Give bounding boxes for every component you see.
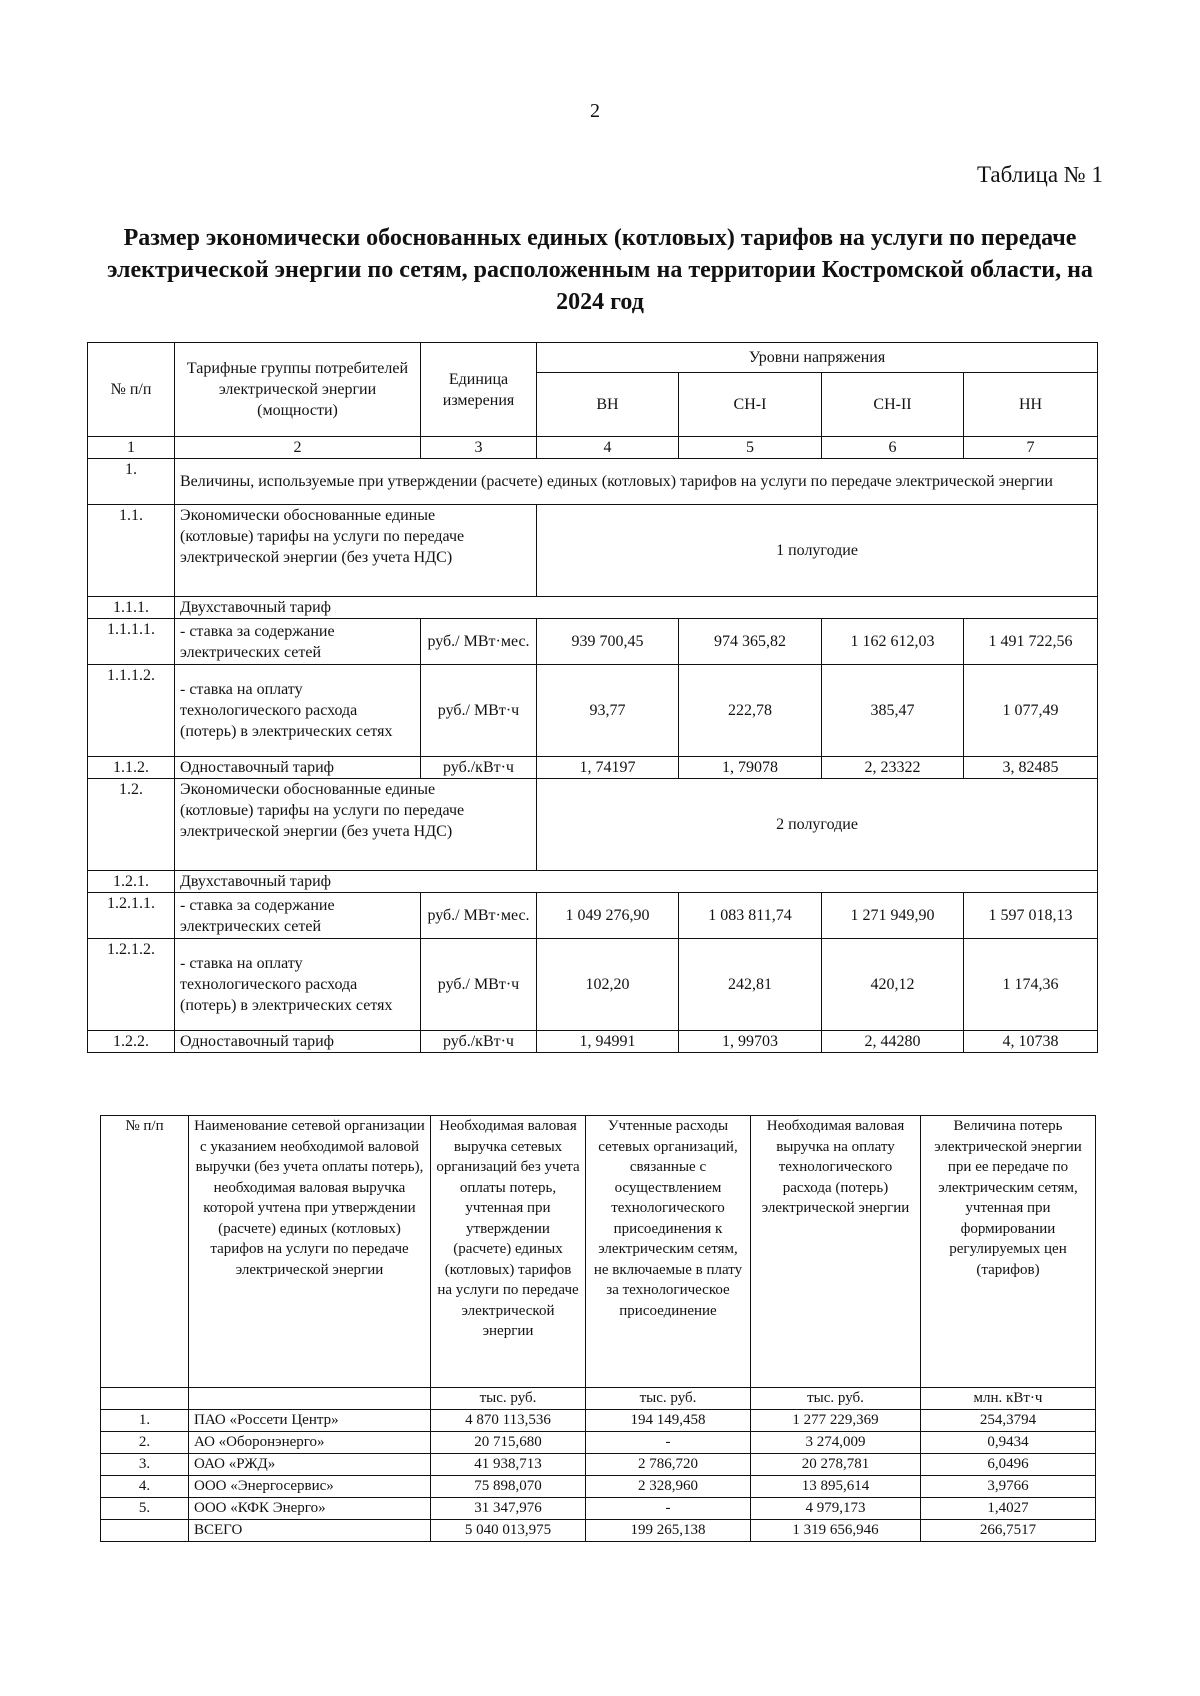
losses-volume-cell: 254,3794 xyxy=(921,1410,1096,1432)
header-nn: НН xyxy=(964,373,1098,437)
connection-cell: 194 149,458 xyxy=(586,1410,751,1432)
total-empty-cell xyxy=(101,1520,189,1542)
col-number: 7 xyxy=(964,437,1098,459)
revenue-cell: 4 870 113,536 xyxy=(431,1410,586,1432)
revenue-cell: 20 715,680 xyxy=(431,1432,586,1454)
row-num: 1.2.1.1. xyxy=(88,893,175,939)
value-cell: 3, 82485 xyxy=(964,757,1098,779)
value-cell: 1 077,49 xyxy=(964,665,1098,757)
document-title: Размер экономически обоснованных единых (котловых) тарифов на услуги по передаче электрической энергии по сетям, расположенным на территории Костромской области, на 2024 год xyxy=(107,225,1093,315)
table-row xyxy=(88,893,1098,939)
period-row xyxy=(88,505,1098,597)
value-cell: 1, 99703 xyxy=(679,1031,822,1053)
row-num: 1. xyxy=(101,1410,189,1432)
losses-revenue-cell: 1 319 656,946 xyxy=(751,1520,921,1542)
header-levels: Уровни напряжения xyxy=(537,343,1098,373)
row-num: 3. xyxy=(101,1454,189,1476)
header-groups: Тарифные группы потребителей электрической энергии (мощности) xyxy=(175,343,421,437)
value-cell: 1 083 811,74 xyxy=(679,893,822,939)
period-description: Экономически обоснованные единые (котловые) тарифы на услуги по передаче электрической энергии (без учета НДС) xyxy=(175,779,537,871)
connection-cell: 199 265,138 xyxy=(586,1520,751,1542)
row-num: 1.1.2. xyxy=(88,757,175,779)
row-label: Одноставочный тариф xyxy=(175,757,421,779)
row-label: - ставка за содержание электрических сетей xyxy=(175,619,421,665)
row-num: 1.1.1. xyxy=(88,597,175,619)
header-num: № п/п xyxy=(101,1116,189,1388)
organization-name: ООО «КФК Энерго» xyxy=(189,1498,431,1520)
header-unit: Единица измерения xyxy=(421,343,537,437)
losses-volume-cell: 266,7517 xyxy=(921,1520,1096,1542)
row-label: Двухставочный тариф xyxy=(175,597,1098,619)
header-name: Наименование сетевой организации с указанием необходимой валовой выручки (без учета оплаты потерь), необходимая валовая выручка которой учтена при утверждении (расчете) единых (котловых) тарифов на услуги по передаче электрической энергии xyxy=(189,1116,431,1388)
row-label: Двухставочный тариф xyxy=(175,871,1098,893)
total-label: ВСЕГО xyxy=(189,1520,431,1542)
revenue-cell: 75 898,070 xyxy=(431,1476,586,1498)
value-cell: 974 365,82 xyxy=(679,619,822,665)
losses-revenue-cell: 1 277 229,369 xyxy=(751,1410,921,1432)
page-number: 2 xyxy=(590,100,600,122)
value-cell: 4, 10738 xyxy=(964,1031,1098,1053)
connection-cell: 2 786,720 xyxy=(586,1454,751,1476)
row-num: 1.1. xyxy=(88,505,175,597)
col-number: 2 xyxy=(175,437,421,459)
row-num: 1.2.1.2. xyxy=(88,939,175,1031)
units-empty-cell xyxy=(189,1388,431,1410)
period-label: 2 полугодие xyxy=(537,779,1098,871)
value-cell: 222,78 xyxy=(679,665,822,757)
col-number: 3 xyxy=(421,437,537,459)
row-label: Одноставочный тариф xyxy=(175,1031,421,1053)
row-num: 1.1.1.2. xyxy=(88,665,175,757)
row-label: - ставка на оплату технологического расхода (потерь) в электрических сетях xyxy=(175,665,421,757)
value-cell: 1 049 276,90 xyxy=(537,893,679,939)
value-cell: 420,12 xyxy=(822,939,964,1031)
unit-cell: тыс. руб. xyxy=(751,1388,921,1410)
table-row xyxy=(88,757,1098,779)
revenue-cell: 41 938,713 xyxy=(431,1454,586,1476)
header-sn2: СН-II xyxy=(822,373,964,437)
row-num: 1.2. xyxy=(88,779,175,871)
network-organizations-table xyxy=(100,1115,1096,1542)
col-number: 4 xyxy=(537,437,679,459)
table-row xyxy=(88,1031,1098,1053)
column-number-row xyxy=(88,437,1098,459)
value-cell: 2, 44280 xyxy=(822,1031,964,1053)
table-row xyxy=(88,665,1098,757)
connection-cell: - xyxy=(586,1498,751,1520)
value-cell: 1 162 612,03 xyxy=(822,619,964,665)
losses-revenue-cell: 3 274,009 xyxy=(751,1432,921,1454)
row-unit: руб./кВт·ч xyxy=(421,1031,537,1053)
table-row xyxy=(88,619,1098,665)
organization-name: ПАО «Россети Центр» xyxy=(189,1410,431,1432)
header-connection: Учтенные расходы сетевых организаций, связанные с осуществлением технологического присоединения к электрическим сетям, не включаемые в плату за технологическое присоединение xyxy=(586,1116,751,1388)
units-empty-cell xyxy=(101,1388,189,1410)
value-cell: 1, 94991 xyxy=(537,1031,679,1053)
col-number: 1 xyxy=(88,437,175,459)
period-description: Экономически обоснованные единые (котловые) тарифы на услуги по передаче электрической энергии (без учета НДС) xyxy=(175,505,537,597)
value-cell: 939 700,45 xyxy=(537,619,679,665)
period-label: 1 полугодие xyxy=(537,505,1098,597)
losses-volume-cell: 1,4027 xyxy=(921,1498,1096,1520)
header-sn1: СН-I xyxy=(679,373,822,437)
table-row xyxy=(101,1410,1096,1432)
table-row xyxy=(88,939,1098,1031)
organization-name: ООО «Энергосервис» xyxy=(189,1476,431,1498)
row-num: 1.1.1.1. xyxy=(88,619,175,665)
value-cell: 1, 79078 xyxy=(679,757,822,779)
value-cell: 2, 23322 xyxy=(822,757,964,779)
table-row xyxy=(101,1454,1096,1476)
row-unit: руб./ МВт·мес. xyxy=(421,619,537,665)
col-number: 5 xyxy=(679,437,822,459)
row-label: - ставка за содержание электрических сетей xyxy=(175,893,421,939)
row-num: 1. xyxy=(88,459,175,505)
row-num: 4. xyxy=(101,1476,189,1498)
organization-name: АО «Оборонэнерго» xyxy=(189,1432,431,1454)
revenue-cell: 31 347,976 xyxy=(431,1498,586,1520)
unit-cell: тыс. руб. xyxy=(586,1388,751,1410)
tariff-table xyxy=(87,342,1098,1053)
losses-volume-cell: 3,9766 xyxy=(921,1476,1096,1498)
value-cell: 1, 74197 xyxy=(537,757,679,779)
col-number: 6 xyxy=(822,437,964,459)
header-vn: ВН xyxy=(537,373,679,437)
value-cell: 1 597 018,13 xyxy=(964,893,1098,939)
losses-revenue-cell: 20 278,781 xyxy=(751,1454,921,1476)
table-row xyxy=(101,1476,1096,1498)
units-row xyxy=(101,1388,1096,1410)
unit-cell: тыс. руб. xyxy=(431,1388,586,1410)
row-label: - ставка на оплату технологического расхода (потерь) в электрических сетях xyxy=(175,939,421,1031)
value-cell: 385,47 xyxy=(822,665,964,757)
losses-revenue-cell: 13 895,614 xyxy=(751,1476,921,1498)
row-num: 1.2.1. xyxy=(88,871,175,893)
row-num: 2. xyxy=(101,1432,189,1454)
row-unit: руб./ МВт·ч xyxy=(421,939,537,1031)
row-unit: руб./ МВт·ч xyxy=(421,665,537,757)
table-row xyxy=(101,1498,1096,1520)
losses-volume-cell: 0,9434 xyxy=(921,1432,1096,1454)
table-row xyxy=(101,1432,1096,1454)
header-losses-volume: Величина потерь электрической энергии при ее передаче по электрическим сетям, учтенная при формировании регулируемых цен (тарифов) xyxy=(921,1116,1096,1388)
header-num: № п/п xyxy=(88,343,175,437)
section-text: Величины, используемые при утверждении (расчете) единых (котловых) тарифов на услуги по передаче электрической энергии xyxy=(175,459,1098,505)
value-cell: 93,77 xyxy=(537,665,679,757)
header-losses-revenue: Необходимая валовая выручка на оплату технологического расхода (потерь) электрической энергии xyxy=(751,1116,921,1388)
table-row xyxy=(88,597,1098,619)
row-num: 1.2.2. xyxy=(88,1031,175,1053)
value-cell: 1 271 949,90 xyxy=(822,893,964,939)
row-num: 5. xyxy=(101,1498,189,1520)
losses-volume-cell: 6,0496 xyxy=(921,1454,1096,1476)
table-row xyxy=(88,871,1098,893)
row-unit: руб./ МВт·мес. xyxy=(421,893,537,939)
total-row xyxy=(101,1520,1096,1542)
connection-cell: 2 328,960 xyxy=(586,1476,751,1498)
value-cell: 102,20 xyxy=(537,939,679,1031)
table-label: Таблица № 1 xyxy=(976,162,1103,187)
organization-name: ОАО «РЖД» xyxy=(189,1454,431,1476)
value-cell: 242,81 xyxy=(679,939,822,1031)
losses-revenue-cell: 4 979,173 xyxy=(751,1498,921,1520)
header-revenue: Необходимая валовая выручка сетевых организаций без учета оплаты потерь, учтенная при утверждении (расчете) единых (котловых) тарифов на услуги по передаче электрической энергии xyxy=(431,1116,586,1388)
period-row xyxy=(88,779,1098,871)
connection-cell: - xyxy=(586,1432,751,1454)
value-cell: 1 174,36 xyxy=(964,939,1098,1031)
revenue-cell: 5 040 013,975 xyxy=(431,1520,586,1542)
value-cell: 1 491 722,56 xyxy=(964,619,1098,665)
unit-cell: млн. кВт·ч xyxy=(921,1388,1096,1410)
section-row xyxy=(88,459,1098,505)
row-unit: руб./кВт·ч xyxy=(421,757,537,779)
